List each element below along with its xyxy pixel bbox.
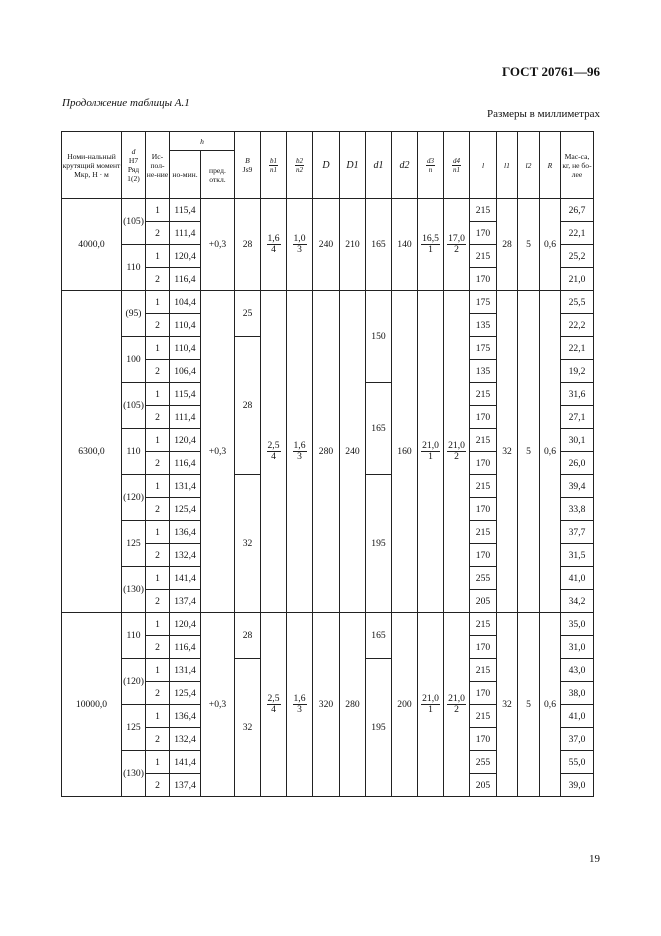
version-cell: 1 bbox=[146, 291, 170, 314]
h-nominal-cell: 110,4 bbox=[170, 337, 201, 360]
h-nominal-cell: 137,4 bbox=[170, 774, 201, 797]
h-nominal-cell: 116,4 bbox=[170, 636, 201, 659]
h-nominal-cell: 131,4 bbox=[170, 475, 201, 498]
version-cell: 2 bbox=[146, 774, 170, 797]
mass-cell: 43,0 bbox=[561, 659, 594, 682]
continuation-caption: Продолжение таблицы А.1 bbox=[62, 97, 190, 109]
h-nominal-cell: 111,4 bbox=[170, 406, 201, 429]
d4-n1-cell: $\frac{17,0}{2}$ bbox=[444, 199, 470, 291]
d1-cell: 165 bbox=[366, 199, 392, 291]
R-cell: 0,6 bbox=[540, 199, 561, 291]
mass-cell: 41,0 bbox=[561, 705, 594, 728]
l-cell: 175 bbox=[470, 291, 497, 314]
d1-cell: 165 bbox=[366, 383, 392, 475]
mass-cell: 31,6 bbox=[561, 383, 594, 406]
d1-cell: 165 bbox=[366, 613, 392, 659]
l-cell: 205 bbox=[470, 774, 497, 797]
bore-diameter-cell: 110 bbox=[122, 245, 146, 291]
col-header-d3: $\frac{d3}{n}$ bbox=[418, 132, 444, 199]
mass-cell: 55,0 bbox=[561, 751, 594, 774]
h-nominal-cell: 115,4 bbox=[170, 383, 201, 406]
d2-cell: 140 bbox=[392, 199, 418, 291]
mass-cell: 34,2 bbox=[561, 590, 594, 613]
h-nominal-cell: 125,4 bbox=[170, 498, 201, 521]
bore-diameter-cell: (105) bbox=[122, 199, 146, 245]
h-deviation-cell: +0,3 bbox=[201, 291, 235, 613]
col-header-R: R bbox=[540, 132, 561, 199]
h-nominal-cell: 141,4 bbox=[170, 751, 201, 774]
col-header-d4: $\frac{d4}{n1}$ bbox=[444, 132, 470, 199]
col-header-l: l bbox=[470, 132, 497, 199]
mass-cell: 25,5 bbox=[561, 291, 594, 314]
version-cell: 1 bbox=[146, 383, 170, 406]
d4-n1-cell: $\frac{21,0}{2}$ bbox=[444, 613, 470, 797]
version-cell: 1 bbox=[146, 199, 170, 222]
bore-diameter-cell: (130) bbox=[122, 567, 146, 613]
l-cell: 255 bbox=[470, 751, 497, 774]
l-cell: 255 bbox=[470, 567, 497, 590]
h-nominal-cell: 110,4 bbox=[170, 314, 201, 337]
mass-cell: 37,0 bbox=[561, 728, 594, 751]
l-cell: 170 bbox=[470, 498, 497, 521]
col-header-b2: $\frac{b2}{n2}$ bbox=[287, 132, 313, 199]
mass-cell: 39,0 bbox=[561, 774, 594, 797]
bore-diameter-cell: (105) bbox=[122, 383, 146, 429]
l-cell: 215 bbox=[470, 429, 497, 452]
page-number: 19 bbox=[589, 853, 600, 865]
D-cell: 280 bbox=[313, 291, 340, 613]
col-header-D: D bbox=[313, 132, 340, 199]
l-cell: 215 bbox=[470, 199, 497, 222]
b2-n2-cell: $\frac{1,6}{3}$ bbox=[287, 291, 313, 613]
b2-n2-cell: $\frac{1,0}{3}$ bbox=[287, 199, 313, 291]
col-header-l1: l1 bbox=[497, 132, 518, 199]
version-cell: 1 bbox=[146, 245, 170, 268]
h-nominal-cell: 111,4 bbox=[170, 222, 201, 245]
l1-cell: 32 bbox=[497, 291, 518, 613]
l-cell: 135 bbox=[470, 360, 497, 383]
col-header-d: d H7 Ряд 1(2) bbox=[122, 132, 146, 199]
table-row bbox=[62, 291, 594, 314]
bore-diameter-cell: (120) bbox=[122, 659, 146, 705]
l-cell: 170 bbox=[470, 636, 497, 659]
mass-cell: 38,0 bbox=[561, 682, 594, 705]
mass-cell: 27,1 bbox=[561, 406, 594, 429]
mass-cell: 39,4 bbox=[561, 475, 594, 498]
h-nominal-cell: 104,4 bbox=[170, 291, 201, 314]
d1-cell: 195 bbox=[366, 475, 392, 613]
table-row bbox=[62, 613, 594, 636]
l-cell: 135 bbox=[470, 314, 497, 337]
dimensions-table bbox=[61, 131, 594, 797]
bore-diameter-cell: 125 bbox=[122, 521, 146, 567]
version-cell: 2 bbox=[146, 314, 170, 337]
standard-number: ГОСТ 20761—96 bbox=[501, 64, 600, 79]
col-header-torque: Номи-нальный крутящий момент Mкр, Н · м bbox=[62, 132, 122, 199]
version-cell: 1 bbox=[146, 567, 170, 590]
mass-cell: 25,2 bbox=[561, 245, 594, 268]
D1-cell: 240 bbox=[340, 291, 366, 613]
mass-cell: 26,7 bbox=[561, 199, 594, 222]
version-cell: 1 bbox=[146, 429, 170, 452]
mass-cell: 22,1 bbox=[561, 337, 594, 360]
R-cell: 0,6 bbox=[540, 613, 561, 797]
D-cell: 320 bbox=[313, 613, 340, 797]
col-header-D1: D1 bbox=[340, 132, 366, 199]
d1-cell: 195 bbox=[366, 659, 392, 797]
l-cell: 170 bbox=[470, 452, 497, 475]
mass-cell: 22,2 bbox=[561, 314, 594, 337]
l-cell: 170 bbox=[470, 682, 497, 705]
d4-n1-cell: $\frac{21,0}{2}$ bbox=[444, 291, 470, 613]
l-cell: 170 bbox=[470, 222, 497, 245]
mass-cell: 31,5 bbox=[561, 544, 594, 567]
version-cell: 1 bbox=[146, 751, 170, 774]
l-cell: 170 bbox=[470, 728, 497, 751]
col-header-h-dev: пред. откл. bbox=[201, 151, 235, 199]
col-header-b1: $\frac{b1}{n1}$ bbox=[261, 132, 287, 199]
B-cell: 32 bbox=[235, 475, 261, 613]
version-cell: 2 bbox=[146, 360, 170, 383]
d3-n-cell: $\frac{16,5}{1}$ bbox=[418, 199, 444, 291]
version-cell: 1 bbox=[146, 659, 170, 682]
table-row bbox=[62, 199, 594, 222]
version-cell: 2 bbox=[146, 498, 170, 521]
bore-diameter-cell: (130) bbox=[122, 751, 146, 797]
b1-n1-cell: $\frac{2,5}{4}$ bbox=[261, 291, 287, 613]
version-cell: 2 bbox=[146, 636, 170, 659]
col-header-h: h bbox=[170, 132, 235, 151]
torque-cell: 4000,0 bbox=[62, 199, 122, 291]
l1-cell: 28 bbox=[497, 199, 518, 291]
l2-cell: 5 bbox=[518, 291, 540, 613]
l-cell: 170 bbox=[470, 544, 497, 567]
l-cell: 170 bbox=[470, 406, 497, 429]
l-cell: 215 bbox=[470, 245, 497, 268]
B-cell: 28 bbox=[235, 199, 261, 291]
col-header-l2: l2 bbox=[518, 132, 540, 199]
l-cell: 170 bbox=[470, 268, 497, 291]
d3-n-cell: $\frac{21,0}{1}$ bbox=[418, 613, 444, 797]
version-cell: 2 bbox=[146, 544, 170, 567]
B-cell: 28 bbox=[235, 337, 261, 475]
l-cell: 215 bbox=[470, 659, 497, 682]
torque-cell: 6300,0 bbox=[62, 291, 122, 613]
mass-cell: 31,0 bbox=[561, 636, 594, 659]
col-header-mass: Мас-са, кг, не бо-лее bbox=[561, 132, 594, 199]
h-nominal-cell: 125,4 bbox=[170, 682, 201, 705]
version-cell: 1 bbox=[146, 475, 170, 498]
h-nominal-cell: 132,4 bbox=[170, 544, 201, 567]
version-cell: 2 bbox=[146, 452, 170, 475]
col-header-h-nom: но-мин. bbox=[170, 151, 201, 199]
col-header-version: Ис-пол-не-ние bbox=[146, 132, 170, 199]
l-cell: 205 bbox=[470, 590, 497, 613]
h-nominal-cell: 116,4 bbox=[170, 268, 201, 291]
version-cell: 2 bbox=[146, 590, 170, 613]
l-cell: 215 bbox=[470, 383, 497, 406]
h-nominal-cell: 141,4 bbox=[170, 567, 201, 590]
h-nominal-cell: 106,4 bbox=[170, 360, 201, 383]
h-nominal-cell: 136,4 bbox=[170, 521, 201, 544]
units-note: Размеры в миллиметрах bbox=[487, 108, 600, 120]
D-cell: 240 bbox=[313, 199, 340, 291]
version-cell: 1 bbox=[146, 705, 170, 728]
torque-cell: 10000,0 bbox=[62, 613, 122, 797]
version-cell: 1 bbox=[146, 613, 170, 636]
B-cell: 32 bbox=[235, 659, 261, 797]
h-nominal-cell: 120,4 bbox=[170, 613, 201, 636]
d2-cell: 200 bbox=[392, 613, 418, 797]
version-cell: 1 bbox=[146, 521, 170, 544]
version-cell: 2 bbox=[146, 406, 170, 429]
d1-cell: 150 bbox=[366, 291, 392, 383]
h-nominal-cell: 136,4 bbox=[170, 705, 201, 728]
version-cell: 2 bbox=[146, 682, 170, 705]
bore-diameter-cell: 100 bbox=[122, 337, 146, 383]
mass-cell: 26,0 bbox=[561, 452, 594, 475]
d2-cell: 160 bbox=[392, 291, 418, 613]
h-nominal-cell: 132,4 bbox=[170, 728, 201, 751]
h-deviation-cell: +0,3 bbox=[201, 613, 235, 797]
bore-diameter-cell: 110 bbox=[122, 429, 146, 475]
b1-n1-cell: $\frac{1,6}{4}$ bbox=[261, 199, 287, 291]
mass-cell: 22,1 bbox=[561, 222, 594, 245]
R-cell: 0,6 bbox=[540, 291, 561, 613]
l-cell: 215 bbox=[470, 521, 497, 544]
mass-cell: 19,2 bbox=[561, 360, 594, 383]
mass-cell: 30,1 bbox=[561, 429, 594, 452]
l-cell: 215 bbox=[470, 475, 497, 498]
D1-cell: 280 bbox=[340, 613, 366, 797]
l1-cell: 32 bbox=[497, 613, 518, 797]
l-cell: 215 bbox=[470, 613, 497, 636]
B-cell: 25 bbox=[235, 291, 261, 337]
l-cell: 175 bbox=[470, 337, 497, 360]
col-header-d2: d2 bbox=[392, 132, 418, 199]
mass-cell: 41,0 bbox=[561, 567, 594, 590]
bore-diameter-cell: (95) bbox=[122, 291, 146, 337]
version-cell: 2 bbox=[146, 268, 170, 291]
col-header-d1: d1 bbox=[366, 132, 392, 199]
version-cell: 2 bbox=[146, 222, 170, 245]
mass-cell: 37,7 bbox=[561, 521, 594, 544]
b1-n1-cell: $\frac{2,5}{4}$ bbox=[261, 613, 287, 797]
mass-cell: 33,8 bbox=[561, 498, 594, 521]
bore-diameter-cell: 125 bbox=[122, 705, 146, 751]
d3-n-cell: $\frac{21,0}{1}$ bbox=[418, 291, 444, 613]
h-nominal-cell: 120,4 bbox=[170, 429, 201, 452]
h-nominal-cell: 115,4 bbox=[170, 199, 201, 222]
h-nominal-cell: 137,4 bbox=[170, 590, 201, 613]
version-cell: 2 bbox=[146, 728, 170, 751]
h-nominal-cell: 120,4 bbox=[170, 245, 201, 268]
l2-cell: 5 bbox=[518, 199, 540, 291]
l-cell: 215 bbox=[470, 705, 497, 728]
b2-n2-cell: $\frac{1,6}{3}$ bbox=[287, 613, 313, 797]
version-cell: 1 bbox=[146, 337, 170, 360]
h-nominal-cell: 131,4 bbox=[170, 659, 201, 682]
h-nominal-cell: 116,4 bbox=[170, 452, 201, 475]
bore-diameter-cell: (120) bbox=[122, 475, 146, 521]
l2-cell: 5 bbox=[518, 613, 540, 797]
B-cell: 28 bbox=[235, 613, 261, 659]
col-header-B: B Js9 bbox=[235, 132, 261, 199]
h-deviation-cell: +0,3 bbox=[201, 199, 235, 291]
D1-cell: 210 bbox=[340, 199, 366, 291]
bore-diameter-cell: 110 bbox=[122, 613, 146, 659]
mass-cell: 35,0 bbox=[561, 613, 594, 636]
mass-cell: 21,0 bbox=[561, 268, 594, 291]
